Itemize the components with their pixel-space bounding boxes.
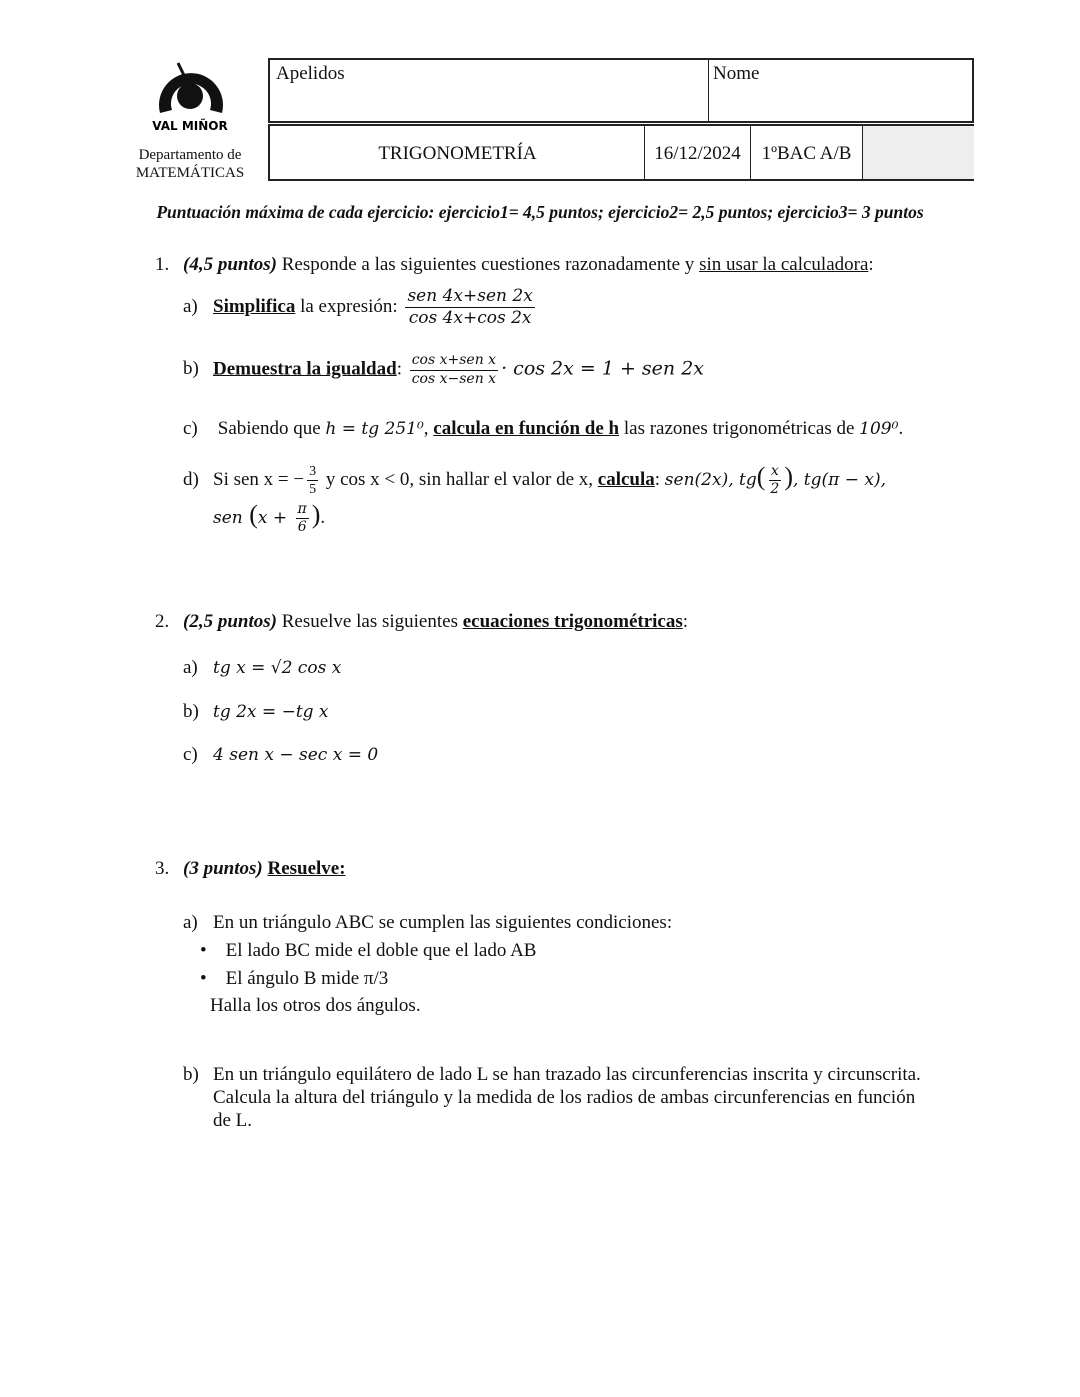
department-line: Departamento de [138,147,242,163]
subject: TRIGONOMETRÍA [378,143,537,164]
exercise-1-heading: 1. (4,5 puntos) Responde a las siguientes cuestiones razonadamente y sin usar la calculadora: [155,254,874,275]
exercise-3a-end: Halla los otros dos ángulos. [210,995,421,1016]
date: 16/12/2024 [644,126,750,179]
exercise-3-heading: 3. (3 puntos) Resuelve: [155,858,346,879]
exercise-1a: a) Simplifica la expresión: $\frac{\text{sen 4x+sen 2x}}{\cos 4x+\cos 2x}$ [183,286,533,329]
school-logo [150,58,230,134]
name-table [268,58,974,123]
grade-box[interactable] [862,126,974,179]
bullet-item: • El lado BC mide el doble que el lado AB [200,940,537,961]
group: 1ºBAC A/B [750,126,862,179]
exercise-3b-line: de L. [213,1110,253,1131]
exercise-1d: d) Si sen x = − $\frac{3}{5}$ y cos x < 0, sin hallar el valor de x, calcula: sen(2x), tg( $\frac{x}{2}$ ), tg(π − x), [183,462,887,498]
exercise-2c: c) 4 sen x − sec x = 0 [183,744,379,765]
svg-text:VAL MIÑOR: VAL MIÑOR [152,119,228,133]
exercise-3b: b) En un triángulo equilátero de lado L se han trazado las circunferencias inscrita y circunscrita. [183,1064,921,1085]
exercise-3b-line: Calcula la altura del triángulo y la medida de los radios de ambas circunferencias en función [213,1087,916,1108]
exercise-1c: c) Sabiendo que h = tg 251⁰, calcula en función de h las razones trigonométricas de 109⁰. [183,418,904,439]
bullet-item: • El ángulo B mide π/3 [200,968,389,989]
exercise-3a: a) En un triángulo ABC se cumplen las siguientes condiciones: [183,912,673,933]
surname-field[interactable]: Apelidos [276,63,345,84]
info-table [268,124,974,181]
exercise-2b: b) tg 2x = −tg x [183,701,329,722]
exercise-2a: a) tg x = √2 cos x [183,657,342,678]
name-label: Nome [713,63,760,84]
exercise-1d-cont: sen (x + $\frac{\pi}{6}$ ). [213,500,326,536]
scoring-info: Puntuación máxima de cada ejercicio: ejercicio1= 4,5 puntos; ejercicio2= 2,5 puntos; ejercicio3= 3 puntos [156,202,924,222]
exercise-1b: b) Demuestra la igualdad: $\frac{\text{cos x+sen x}}{\text{cos x−sen x}}$ · cos 2x = 1 + sen 2x [183,352,705,387]
department-line: MATEMÁTICAS [135,165,245,181]
name-field[interactable] [708,60,974,121]
department-label [130,146,250,182]
exercise-2-heading: 2. (2,5 puntos) Resuelve las siguientes ecuaciones trigonométricas: [155,611,689,632]
